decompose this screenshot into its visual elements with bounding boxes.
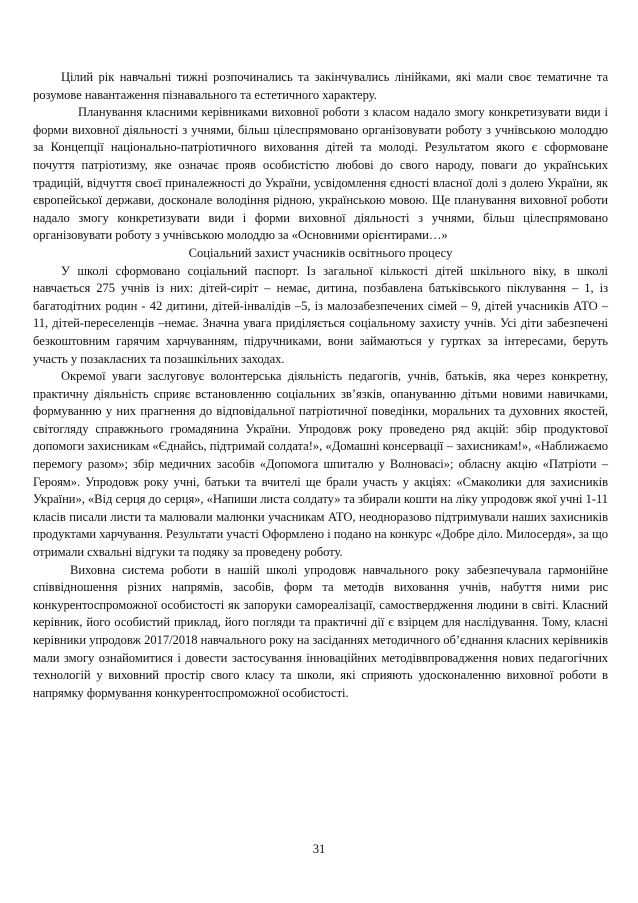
social-passport-paragraph: У школі сформовано соціальний паспорт. Із загальної кількості дітей шкільного віку, в школі навчається 275 учнів із них: дітей-сиріт – немає, дитина, позбавлена батьківського піклування – 1, із багатодітних родин - 42 дитини, дітей-інвалідів –5, із малозабезпечених сімей – 9, дітей учасників АТО – 11, дітей-переселенців –немає. Значна увага приділяється соціальному захисту учнів. Усі діти забезпечені безкоштовним гарячим харчуванням, підручниками, вони займаються у гуртках за інтересами, беруть участь у позакласних та позашкільних заходах. — [33, 263, 608, 366]
volunteer-paragraph: Окремої уваги заслуговує волонтерська діяльність педагогів, учнів, батьків, яка через конкретну, практичну діяльність сприяє встановленню соціальних зв’язків, опануванню дітьми новими навичками, формуванню у них прагнення до відповідальної патріотичної поведінки, моральних та духовних якостей, світогляду справжнього громадянина України. Упродовж року проведено ряд акцій: збір продуктової допомоги захисникам «Єднайсь, підтримай солдата!», «Домашні консервації – захисникам!», «Наближаємо перемогу разом»; збір медичних засобів «Допомога шпиталю у Волновасі»; обласну акцію «Патріоти – Героям». Упродовж року учні, батьки та вчителі ще брали участь у акціях: «Смаколики для захисників України», «Від серця до серця», «Напиши листа солдату» та збирали кошти на ліку упродовж якої учні 1-11 класів писали листи та малювали малюнки учасникам АТО, неодноразово підтримували наших захисників продуктами харчування. Результати участі Оформлено і подано на конкурс «Добре діло. Милосердя», за що отримали схвальні відгуки та подяку за проведену роботу. — [33, 369, 608, 560]
intro-paragraph: Цілий рік навчальні тижні розпочинались та закінчувались лінійками, які мали своє тематичне та розумове навантаження пізнавального та естетичного характеру. — [33, 70, 608, 102]
page-number: 31 — [312, 842, 326, 856]
planning-paragraph: Планування класними керівниками виховної роботи з класом надало змогу конкретизувати види і форми виховної діяльності з учнями, більш цілеспрямовано організовувати роботу з учнівською молоддю за Концепції національно-патріотичного виховання дітей та молоді. Результатом якого є сформоване почуття патріотизму, яке означає прояв особистістю любові до свого народу, поваги до українських традицій, відчуття своєї приналежності до України, усвідомлення єдності власної долі з долею України, як європейської держави, досконале володіння рідною, українською мовою. Ще планування виховної роботи надало змогу конкретизувати види і форми виховної діяльності з учнями, більш цілеспрямовано організовувати роботу з учнівською молоддю за «Основними орієнтирами…» — [33, 105, 608, 243]
section-heading: Соціальний захист учасників освітнього процесу — [188, 245, 453, 260]
educational-system-paragraph: Виховна система роботи в нашій школі упродовж навчального року забезпечувала гармонійне співвідношення різних напрямів, засобів, форм та методів виховання учнів, набуття ними рис конкурентоспроможної особистості як запоруки самореалізації, самоствердження людини в світі. Класний керівник, його особистий приклад, його погляди та практичні дії є взірцем для наслідування. Тому, класні керівники упродовж 2017/2018 навчального року на засіданнях методичного об’єднання класних керівників мали змогу ознайомитися і довести застосування інноваційних методіввпровадження нових педагогічних технологій у виховний простір свого класу та школи, які сприяють удосконаленню виховної роботи в напрямку формування конкурентоспроможної особистості. — [33, 562, 608, 700]
